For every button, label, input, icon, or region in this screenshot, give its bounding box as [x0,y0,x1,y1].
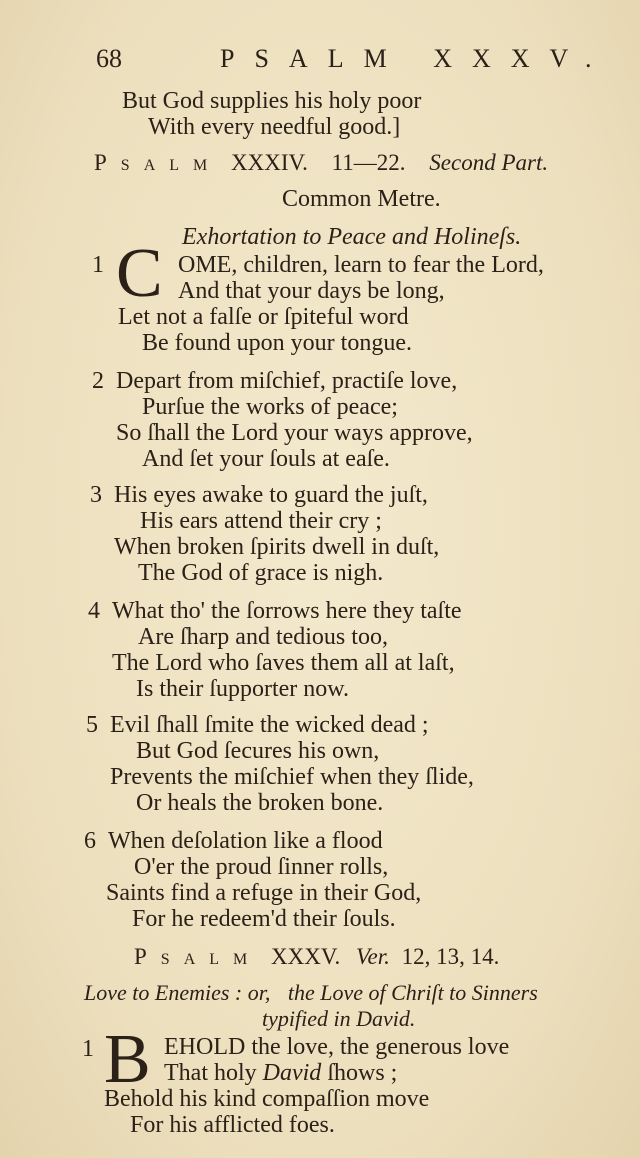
psalm35-subtitle-b: the Love of Chriſt to Sinners [287,980,538,1005]
psalm34-heading-part: Second Part. [429,150,549,175]
verse-line [164,1060,397,1086]
verse-line: Depart from miſchief, practiſe love, [116,368,458,394]
stanza-number: 3 [90,482,102,508]
psalm34-metre: Common Metre. [282,186,441,212]
psalm35-heading [134,944,499,970]
verse-line: For his afflicted foes. [130,1112,335,1138]
prev-line-1: But God supplies his holy poor [122,88,422,114]
verse-fragment-italic: David [262,1060,322,1086]
verse-line: Evil ſhall ſmite the wicked dead ; [110,712,429,738]
verse-line: Prevents the miſchief when they ſlide, [110,764,474,790]
psalm35-heading-word: Psalm [134,944,262,969]
verse-line: The Lord who ſaves them all at laſt, [112,650,455,676]
psalm34-heading-number: XXXIV. [231,150,308,175]
stanza-number: 1 [82,1036,94,1062]
verse-line: But God ſecures his own, [136,738,380,764]
stanza-number: 2 [92,368,104,394]
psalm35-subtitle-a: Love to Enemies : or, [84,980,271,1005]
psalm35-heading-number: XXXV. [271,944,341,969]
verse-line: Let not a falſe or ſpiteful word [118,304,409,330]
verse-line: What tho' the ſorrows here they taſte [112,598,462,624]
stanza-number: 4 [88,598,100,624]
verse-line: So ſhall the Lord your ways approve, [116,420,473,446]
verse-line: His ears attend their cry ; [140,508,382,534]
verse-line: When broken ſpirits dwell in duſt, [114,534,440,560]
verse-line: Be found upon your tongue. [142,330,412,356]
page-number: 68 [96,44,122,73]
verse-line: And ſet your ſouls at eaſe. [142,446,390,472]
verse-line: When deſolation like a flood [108,828,383,854]
psalm34-heading-verses: 11—22. [331,150,406,175]
verse-line: Saints find a refuge in their God, [106,880,422,906]
psalm35-subtitle-1 [84,980,538,1006]
verse-line: EHOLD the love, the generous love [164,1034,510,1060]
verse-line: Behold his kind compaſſion move [104,1086,430,1112]
verse-fragment: ſhows ; [327,1060,398,1086]
psalm35-heading-ver: Ver. [355,944,390,969]
verse-line: O'er the proud ſinner rolls, [134,854,389,880]
verse-line: Purſue the works of peace; [142,394,398,420]
prev-line-2: With every needful good.] [148,114,401,140]
psalm34-heading-word: Psalm [94,150,222,175]
verse-line: The God of grace is nigh. [138,560,384,586]
stanza-number: 1 [92,252,104,278]
psalm35-subtitle-2: typified in David. [262,1006,416,1031]
verse-line: Are ſharp and tedious too, [138,624,388,650]
drop-cap: B [104,1021,151,1098]
running-title: PSALM XXXV. [220,44,612,73]
stanza-number: 6 [84,828,96,854]
psalm34-heading [94,150,548,176]
verse-fragment: That holy [164,1060,257,1086]
verse-line: OME, children, learn to fear the Lord, [178,252,544,278]
verse-line: His eyes awake to guard the juſt, [114,482,428,508]
verse-line: Is their ſupporter now. [136,676,350,702]
verse-line: Or heals the broken bone. [136,790,384,816]
verse-line: For he redeem'd their ſouls. [132,906,396,932]
verse-line: And that your days be long, [178,278,445,304]
psalm35-heading-verses: 12, 13, 14. [401,944,500,969]
drop-cap: C [116,235,163,312]
psalm34-subtitle: Exhortation to Peace and Holineſs. [182,224,522,250]
stanza-number: 5 [86,712,98,738]
